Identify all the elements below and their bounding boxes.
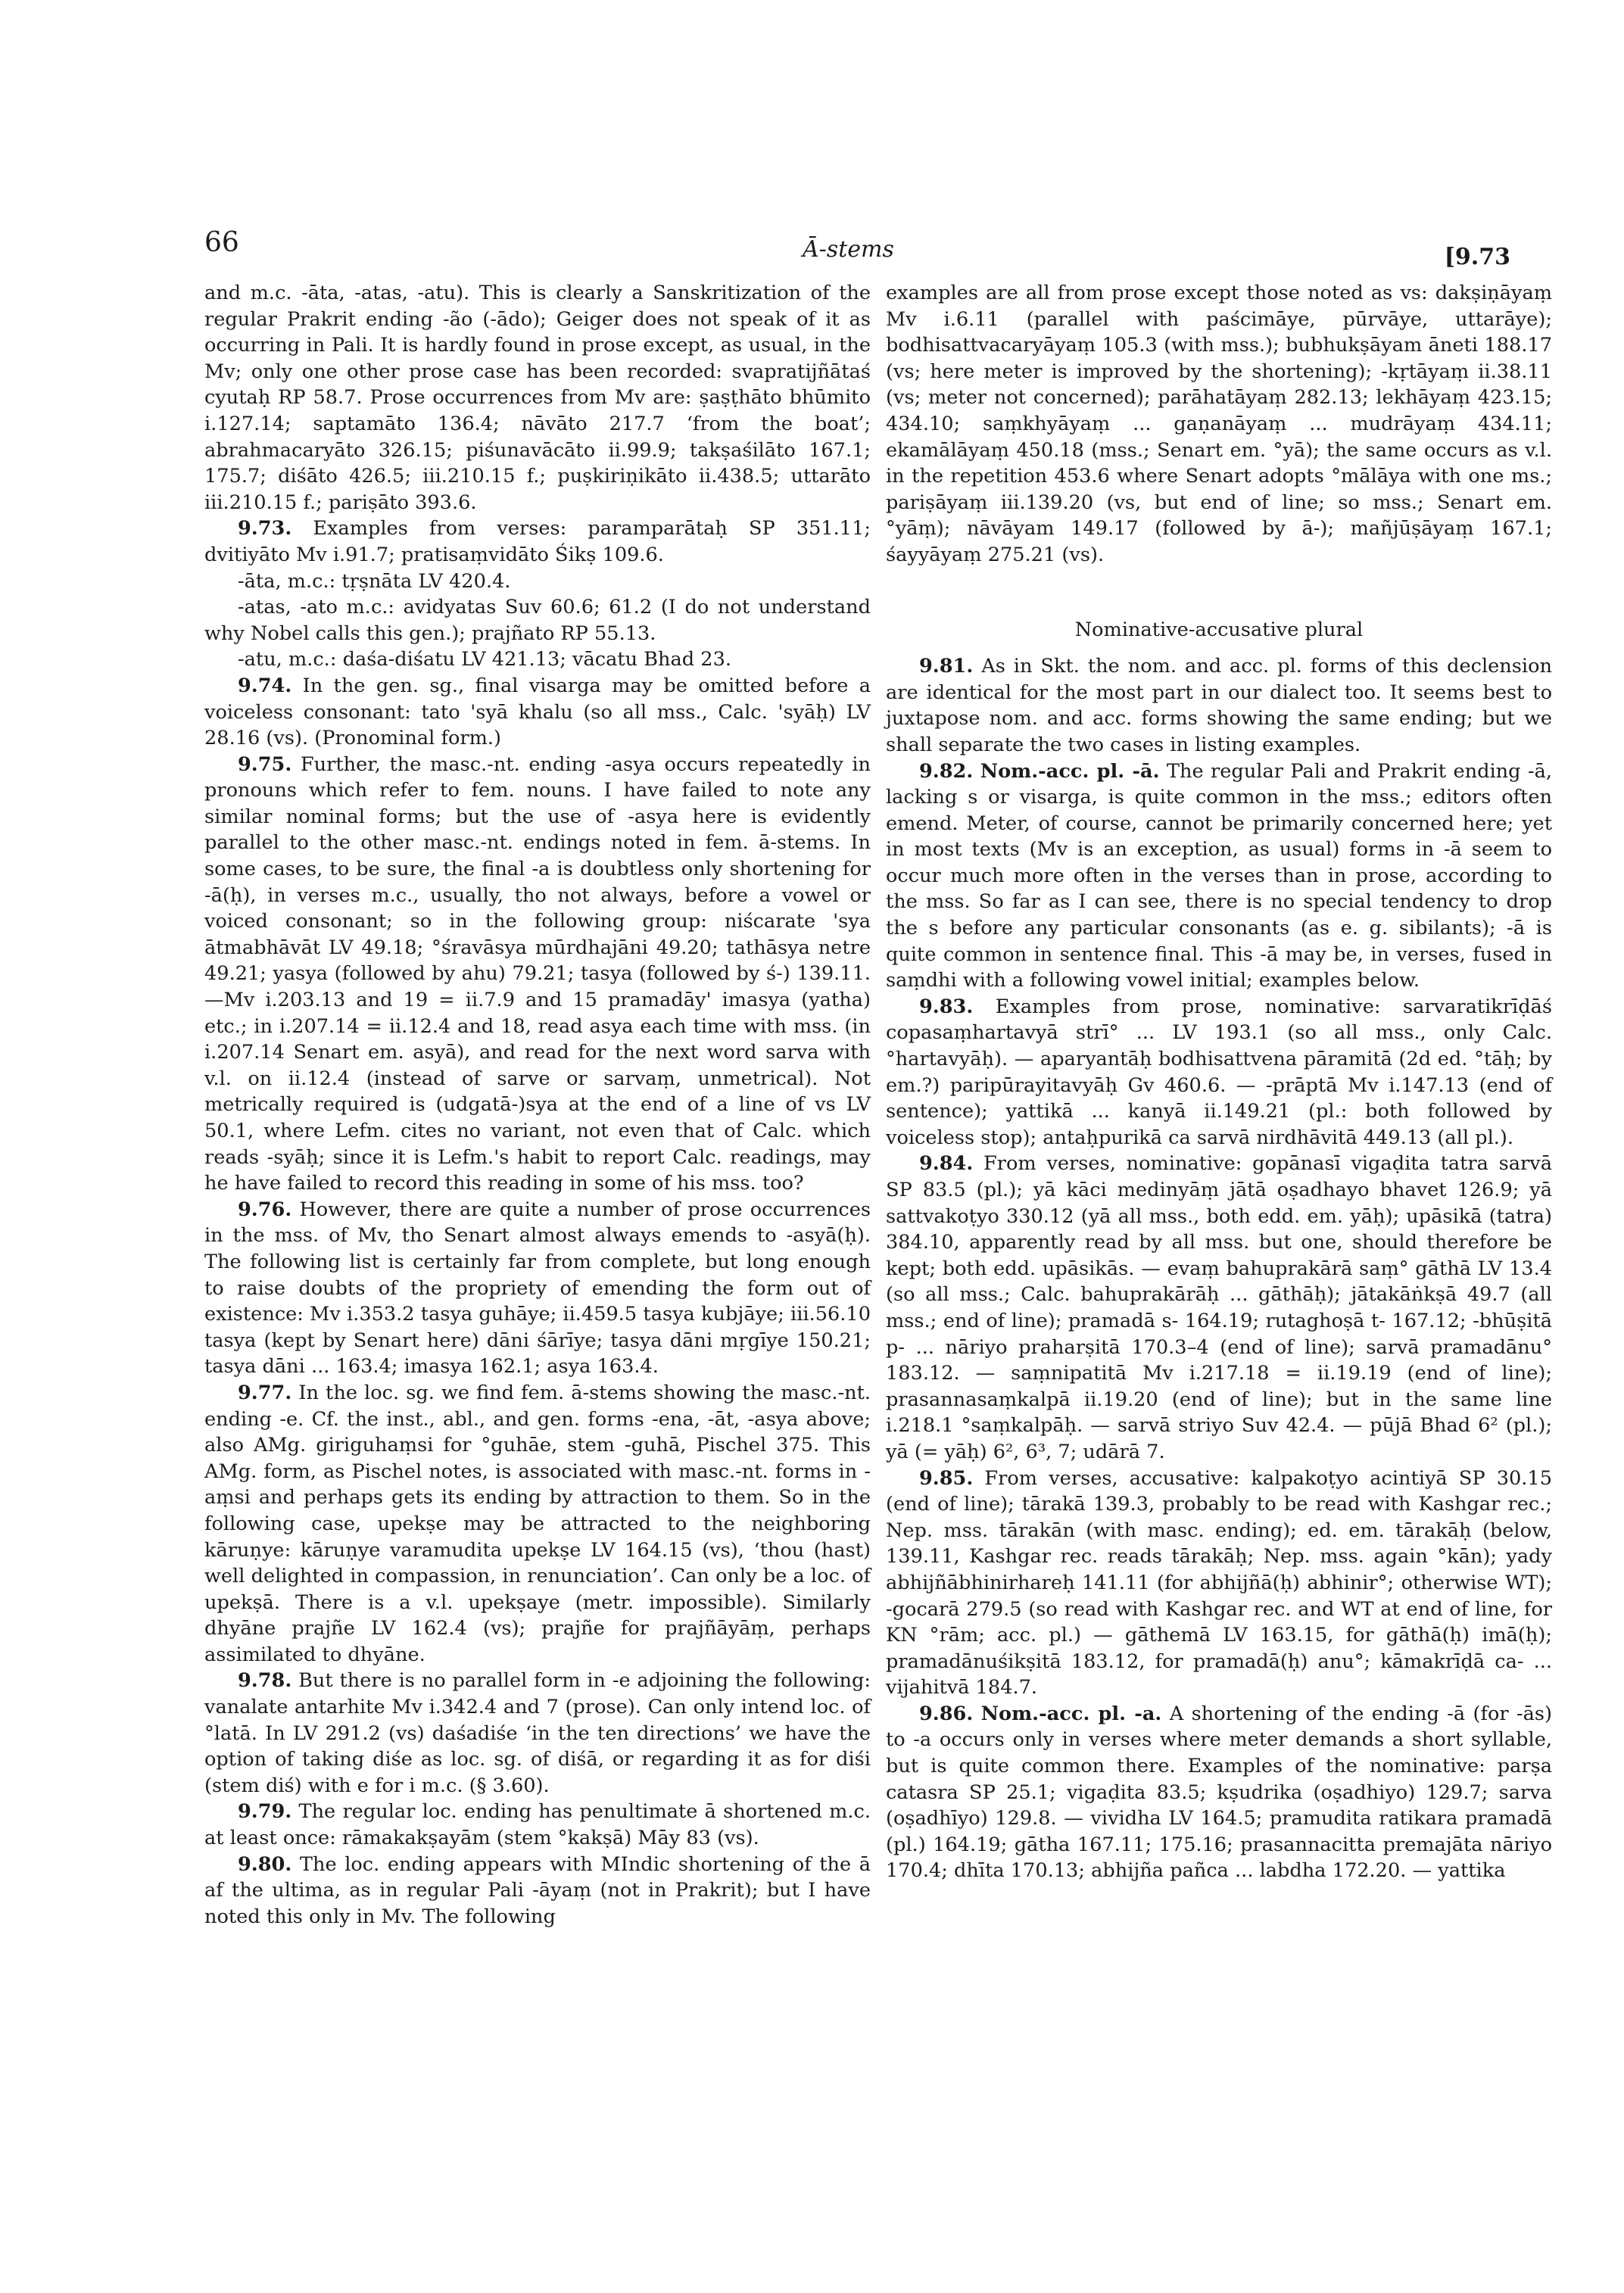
- ending-heading: Nom.-acc. pl. -a.: [980, 1702, 1162, 1725]
- section-number: 9.86.: [919, 1702, 974, 1725]
- section-number: 9.81.: [919, 655, 974, 678]
- paragraph: and m.c. -āta, -atas, -atu). This is clearly a Sanskritization of the regular Prakrit ending -ão (-ādo); Geiger does not speak of it as occurring in Pali. It is hardly found in prose except, as usual, in the Mv; only one other prose case has been recorded: svapratijñātaś cyutaḥ RP 58.7. Prose occurrences from Mv are: ṣaṣṭhāto bhūmito i.127.14; saptamāto 136.4; nāvāto 217.7 ‘from the boat’; abrahmacaryāto 326.15; piśunavācāto ii.99.9; takṣaśilāto 167.1; 175.7; diśāto 426.5; iii.210.15 f.; puṣkiriṇikāto ii.438.5; uttarāto iii.210.15 f.; pariṣāto 393.6.: [204, 282, 871, 514]
- left-column: [204, 280, 871, 1930]
- paragraph: 9.84. From verses, nominative: gopānasī vigaḍita tatra sarvā SP 83.5 (pl.); yā kāci medinyāṃ jātā oṣadhayo bhavet 126.9; yā sattvakoṭyo 330.12 (yā all mss., both edd. em. yāḥ); upāsikā (tatra) 384.10, apparently read by all mss. but one, should therefore be kept; both edd. upāsikās. — evaṃ bahuprakārā saṃ° gāthā LV 13.4 (so all mss.; Calc. bahuprakārāḥ ... gāthāḥ); jātakāṅkṣā 49.7 (all mss.; end of line); pramadā s- 164.19; rutaghoṣā t- 167.12; -bhūṣitā p- ... nāriyo praharṣitā 170.3–4 (end of line); sarvā pramadānu° 183.12. — saṃnipatitā Mv i.217.18 = ii.19.19 (end of line); prasannasaṃkalpā ii.19.20 (end of line); but in the same line i.218.1 °saṃkalpāḥ. — sarvā striyo Suv 42.4. — pūjā Bhad 6² (pl.); yā (= yāḥ) 6², 6³, 7; udārā 7.: [886, 1152, 1552, 1463]
- section-number: 9.78.: [238, 1669, 292, 1693]
- section-number: 9.76.: [238, 1198, 292, 1221]
- section-number: 9.84.: [919, 1152, 974, 1176]
- section-number: 9.82.: [919, 759, 974, 783]
- section-number: 9.77.: [238, 1381, 292, 1404]
- paragraph: 9.73. Examples from verses: paramparātaḥ SP 351.11; dvitiyāto Mv i.91.7; pratisaṃvidāto Śikṣ 109.6.: [204, 517, 871, 566]
- section-heading: Nominative-accusative plural: [1074, 618, 1364, 641]
- paragraph: -āta, m.c.: tṛṣnāta LV 420.4.: [238, 569, 511, 593]
- section-number: 9.83.: [919, 995, 974, 1018]
- section-number: 9.85.: [919, 1466, 974, 1490]
- ending-heading: Nom.-acc. pl. -ā.: [980, 759, 1160, 783]
- section-number: 9.75.: [238, 752, 292, 776]
- section-number: 9.80.: [238, 1852, 292, 1876]
- paragraph: 9.75. Further, the masc.-nt. ending -asya occurs repeatedly in pronouns which refer to fem. nouns. I have failed to note any similar nominal forms; but the use of -asya here is evidently parallel to the other masc.-nt. endings noted in fem. ā-stems. In some cases, to be sure, the final -a is doubtless only shortening for -ā(ḥ), in verses m.c., usually, tho not always, before a vowel or voiced consonant; so in the following group: niścarate 'sya ātmabhāvāt LV 49.18; °śravāsya mūrdhajāni 49.20; tathāsya netre 49.21; yasya (followed by ahu) 79.21; tasya (followed by ś-) 139.11.—Mv i.203.13 and 19 = ii.7.9 and 15 pramadāy' imasya (yatha) etc.; in i.207.14 = ii.12.4 and 18, read asya each time with mss. (in i.207.14 Senart em. asyā), and read for the next word sarva with v.l. on ii.12.4 (instead of sarve or sarvaṃ, unmetrical). Not metrically required is (udgatā-)sya at the end of a line of vs LV 50.1, where Lefm. cites no variant, not even that of Calc. which reads -syāḥ; since it is Lefm.'s habit to report Calc. readings, may he have failed to record this reading in some of his mss. too?: [204, 752, 871, 1195]
- paragraph: 9.78. But there is no parallel form in -e adjoining the following: vanalate antarhite Mv i.342.4 and 7 (prose). Can only intend loc. of °latā. In LV 291.2 (vs) daśadiśe ‘in the ten directions’ we have the option of taking diśe as loc. sg. of diśā, or regarding it as for diśi (stem diś) with e for i m.c. (§ 3.60).: [204, 1669, 871, 1797]
- running-title: Ā-stems: [803, 236, 894, 263]
- paragraph: 9.79. The regular loc. ending has penultimate ā shortened m.c. at least once: rāmakakṣayām (stem °kakṣā) Māy 83 (vs).: [204, 1800, 871, 1850]
- right-column: [886, 280, 1552, 1884]
- section-marker: [9.73: [1444, 244, 1510, 270]
- paragraph: 9.81. As in Skt. the nom. and acc. pl. forms of this declension are identical for the most part in our dialect too. It seems best to juxtapose nom. and acc. forms showing the same ending; but we shall separate the two cases in listing examples.: [886, 655, 1552, 756]
- page-number: 66: [204, 227, 239, 258]
- running-header: [204, 227, 1510, 270]
- paragraph: 9.83. Examples from prose, nominative: sarvaratikrīḍāś copasaṃhartavyā strī° ... LV 193.1 (so all mss., only Calc. °hartavyāḥ). — aparyantāḥ bodhisattvena pāramitā (2d ed. °tāḥ; by em.?) paripūrayitavyāḥ Gv 460.6. — -prāptā Mv i.147.13 (end of sentence); yattikā ... kanyā ii.149.21 (pl.: both followed by voiceless stop); antaḥpurikā ca sarvā nirdhāvitā 449.13 (all pl.).: [886, 995, 1552, 1149]
- paragraph: 9.77. In the loc. sg. we find fem. ā-stems showing the masc.-nt. ending -e. Cf. the inst., abl., and gen. forms -ena, -āt, -asya above; also AMg. giriguhaṃsi for °guhāe, stem -guhā, Pischel 375. This AMg. form, as Pischel notes, is associated with masc.-nt. forms in -aṃsi and perhaps gets its ending by attraction to them. So in the following case, upekṣe may be attracted to the neighboring kāruṇye: kāruṇye varamudita upekṣe LV 164.15 (vs), ‘thou (hast) well delighted in compassion, in renunciation’. Can only be a loc. of upekṣā. There is a v.l. upekṣaye (metr. impossible). Similarly dhyāne prajñe LV 162.4 (vs); prajñe for prajñāyāṃ, perhaps assimilated to dhyāne.: [204, 1381, 871, 1666]
- paragraph: 9.82. Nom.-acc. pl. -ā. The regular Pali and Prakrit ending -ā, lacking s or visarga, is quite common in the mss.; editors often emend. Meter, of course, cannot be primarily concerned here; yet in most texts (Mv is an exception, as usual) forms in -ā seem to occur much more often in the verses than in prose, according to the mss. So far as I can see, there is no special tendency to drop the s before any particular consonants (as e. g. sibilants); -ā is quite common in sentence final. This -ā may be, in verses, fused in saṃdhi with a following vowel initial; examples below.: [886, 759, 1552, 992]
- paragraph: 9.76. However, there are quite a number of prose occurrences in the mss. of Mv, tho Senart almost always emends to -asyā(ḥ). The following list is certainly far from complete, but long enough to raise doubts of the propriety of emending the form out of existence: Mv i.353.2 tasya guhāye; ii.459.5 tasya kubjāye; iii.56.10 tasya (kept by Senart here) dāni śārīye; tasya dāni mṛgīye 150.21; tasya dāni ... 163.4; imasya 162.1; asya 163.4.: [204, 1198, 871, 1379]
- paragraph: 9.85. From verses, accusative: kalpakoṭyo acintiyā SP 30.15 (end of line); tārakā 139.3, probably to be read with Kashgar rec.; Nep. mss. tārakān (with masc. ending); ed. em. tārakāḥ (below, 139.11, Kashgar rec. reads tārakāḥ; Nep. mss. again °kān); yady abhijñābhinirhareḥ 141.11 (for abhijñā(ḥ) abhinir°; otherwise WT); -gocarā 279.5 (so read with Kashgar rec. and WT at end of line, for KN °rām; acc. pl.) — gāthemā LV 163.15, for gāthā(ḥ) imā(ḥ); pramadānuśikṣitā 183.12, for pramadā(ḥ) anu°; kāmakrīḍā ca- ... vijahitvā 184.7.: [886, 1466, 1553, 1699]
- paragraph: -atas, -ato m.c.: avidyatas Suv 60.6; 61.2 (I do not understand why Nobel calls this gen.); prajñato RP 55.13.: [204, 596, 871, 645]
- section-number: 9.74.: [238, 674, 292, 697]
- section-number: 9.79.: [238, 1800, 292, 1824]
- paragraph: 9.80. The loc. ending appears with MIndic shortening of the ā af the ultima, as in regular Pali -āyaṃ (not in Prakrit); but I have noted this only in Mv. The following: [204, 1852, 871, 1928]
- paragraph: -atu, m.c.: daśa-diśatu LV 421.13; vācatu Bhad 23.: [238, 648, 732, 671]
- paragraph: 9.74. In the gen. sg., final visarga may be omitted before a voiceless consonant: tato 'syā khalu (so all mss., Calc. 'syāḥ) LV 28.16 (vs). (Pronominal form.): [204, 674, 871, 750]
- paragraph: 9.86. Nom.-acc. pl. -a. A shortening of the ending -ā (for -ās) to -a occurs only in verses where meter demands a short syllable, but is quite common there. Examples of the nominative: parṣa catasra SP 25.1; vigaḍita 83.5; kṣudrika (oṣadhiyo) 129.7; sarva (oṣadhīyo) 129.8. — vividha LV 164.5; pramudita ratikara pramadā (pl.) 164.19; gātha 167.11; 175.16; prasannacitta premajāta nāriyo 170.4; dhīta 170.13; abhijña pañca ... labdha 172.20. — yattika: [886, 1702, 1553, 1883]
- paragraph: examples are all from prose except those noted as vs: dakṣiṇāyaṃ Mv i.6.11 (parallel with paścimāye, pūrvāye, uttarāye); bodhisattvacaryāyaṃ 105.3 (with mss.); bubhukṣāyam āneti 188.17 (vs; here meter is improved by the shortening); -kṛtāyaṃ ii.38.11 (vs; meter not concerned); parāhatāyaṃ 282.13; lekhāyaṃ 423.15; 434.10; saṃkhyāyaṃ ... gaṇanāyaṃ ... mudrāyaṃ 434.11; ekamālāyaṃ 450.18 (mss.; Senart em. °yā); the same occurs as v.l. in the repetition 453.6 where Senart adopts °mālāya with one ms.; pariṣāyaṃ iii.139.20 (vs, but end of line; so mss.; Senart em. °yāṃ); nāvāyam 149.17 (followed by ā-); mañjūṣāyaṃ 167.1; śayyāyaṃ 275.21 (vs).: [886, 282, 1552, 566]
- section-number: 9.73.: [238, 517, 292, 541]
